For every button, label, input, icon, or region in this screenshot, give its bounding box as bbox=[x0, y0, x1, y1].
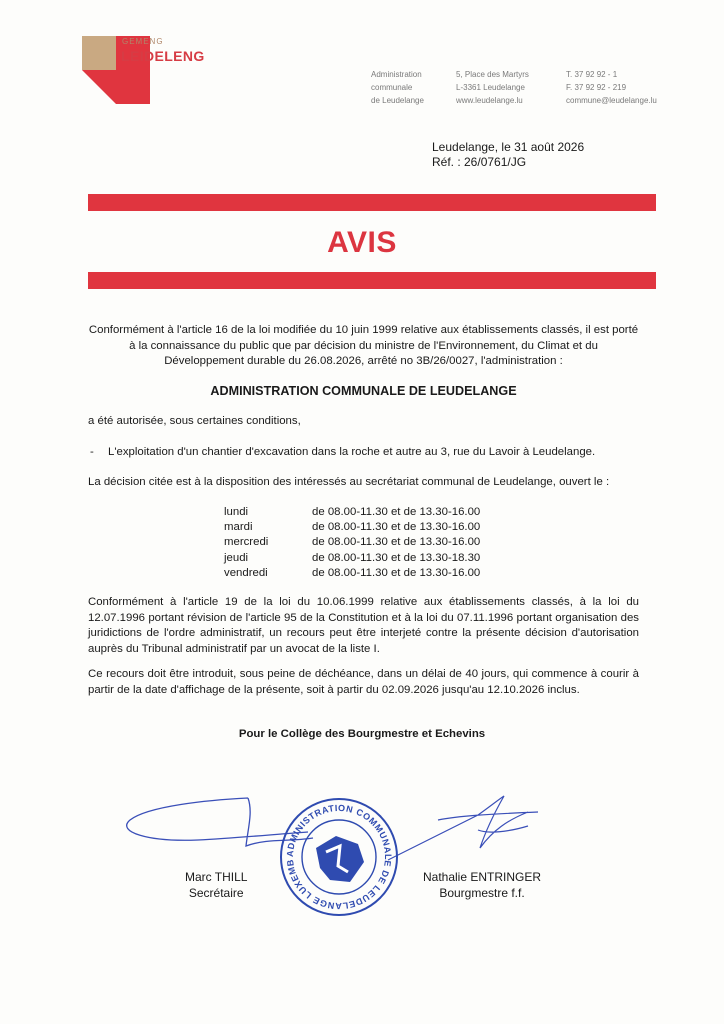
opening-hours-table bbox=[224, 505, 480, 581]
red-bar-top bbox=[88, 194, 656, 211]
intro-paragraph: Conformément à l'article 16 de la loi modifiée du 10 juin 1999 relative aux établissements classés, il est porté à la connaissance du public que par décision du ministre de l'Environnement, du Climat et du Développement durable du 26.08.2026, arrêté no 3B/26/0027, l'administration : bbox=[88, 324, 639, 367]
reference: Réf. : 26/0761/JG bbox=[432, 155, 527, 169]
signature-right-icon bbox=[378, 790, 548, 870]
signatory-right bbox=[412, 869, 552, 901]
letterhead-address-col-1: Administration communale de Leudelange bbox=[371, 70, 424, 105]
page-title: AVIS bbox=[327, 226, 397, 259]
recours-paragraph: Conformément à l'article 19 de la loi du 10.06.1999 relative aux établissements classés, à la loi du 12.07.1996 portant révision de l'article 95 de la Constitution et à la loi du 07.11.1996 portant organisation des juridictions de l'ordre administratif, un recours peut être interjeté contre la présente décision d'autorisation auprès du Tribunal administratif par un avocat de la liste I. bbox=[88, 596, 639, 655]
red-bar-bottom bbox=[88, 272, 656, 289]
signatory-left-role: Secrétaire bbox=[188, 886, 244, 900]
place-date: Leudelange, le 31 août 2026 bbox=[432, 140, 585, 154]
hours-row: lundi de 08.00-11.30 et de 13.30-16.00 bbox=[224, 506, 481, 518]
letterhead-address-col-2: 5, Place des Martyrs L-3361 Leudelange www.leudelange.lu bbox=[456, 70, 529, 105]
signatory-right-role: Bourgmestre f.f. bbox=[439, 886, 525, 900]
availability-line: La décision citée est à la disposition des intéressés au secrétariat communal de Leudelange, ouvert le : bbox=[88, 476, 610, 488]
hours-row: jeudi de 08.00-11.30 et de 13.30-18.30 bbox=[224, 551, 481, 564]
place-date-block bbox=[432, 140, 584, 170]
logo-name-text: LEIDELENG bbox=[121, 48, 205, 64]
svg-text:ADMINISTRATION COMMUNALE DE LE: ADMINISTRATION COMMUNALE DE LEUDELANGE LUXEMBOURG bbox=[274, 788, 394, 912]
bullet-item: L'exploitation d'un chantier d'excavation dans la roche et autre au 3, rue du Lavoir à Leudelange. bbox=[108, 446, 596, 458]
hours-row: mercredi de 08.00-11.30 et de 13.30-16.00 bbox=[224, 536, 481, 549]
official-stamp-icon bbox=[274, 788, 400, 918]
college-line: Pour le Collège des Bourgmestre et Echevins bbox=[238, 728, 486, 740]
letterhead-contact-col-3: T. 37 92 92 - 1 F. 37 92 92 - 219 commune@leudelange.lu bbox=[566, 70, 657, 105]
delai-paragraph: Ce recours doit être introduit, sous peine de déchéance, dans un délai de 40 jours, qui commence à courir à partir de la date d'affichage de la présente, soit à partir du 02.09.2026 jusqu'au 12.10.2026 inclus. bbox=[88, 668, 639, 696]
hours-row: vendredi de 08.00-11.30 et de 13.30-16.00 bbox=[224, 566, 481, 579]
bullet-dash: - bbox=[90, 446, 94, 458]
signatory-right-name: Nathalie ENTRINGER bbox=[422, 870, 542, 884]
hours-row: mardi de 08.00-11.30 et de 13.30-16.00 bbox=[224, 521, 481, 534]
signatory-left-name: Marc THILL bbox=[185, 870, 248, 884]
commune-logo-mark bbox=[82, 36, 150, 104]
authorized-line: a été autorisée, sous certaines conditions, bbox=[88, 415, 301, 427]
signatory-left bbox=[185, 869, 247, 901]
logo-small-text: GEMENG bbox=[122, 37, 164, 46]
beneficiary-heading: ADMINISTRATION COMMUNALE DE LEUDELANGE bbox=[210, 384, 517, 398]
